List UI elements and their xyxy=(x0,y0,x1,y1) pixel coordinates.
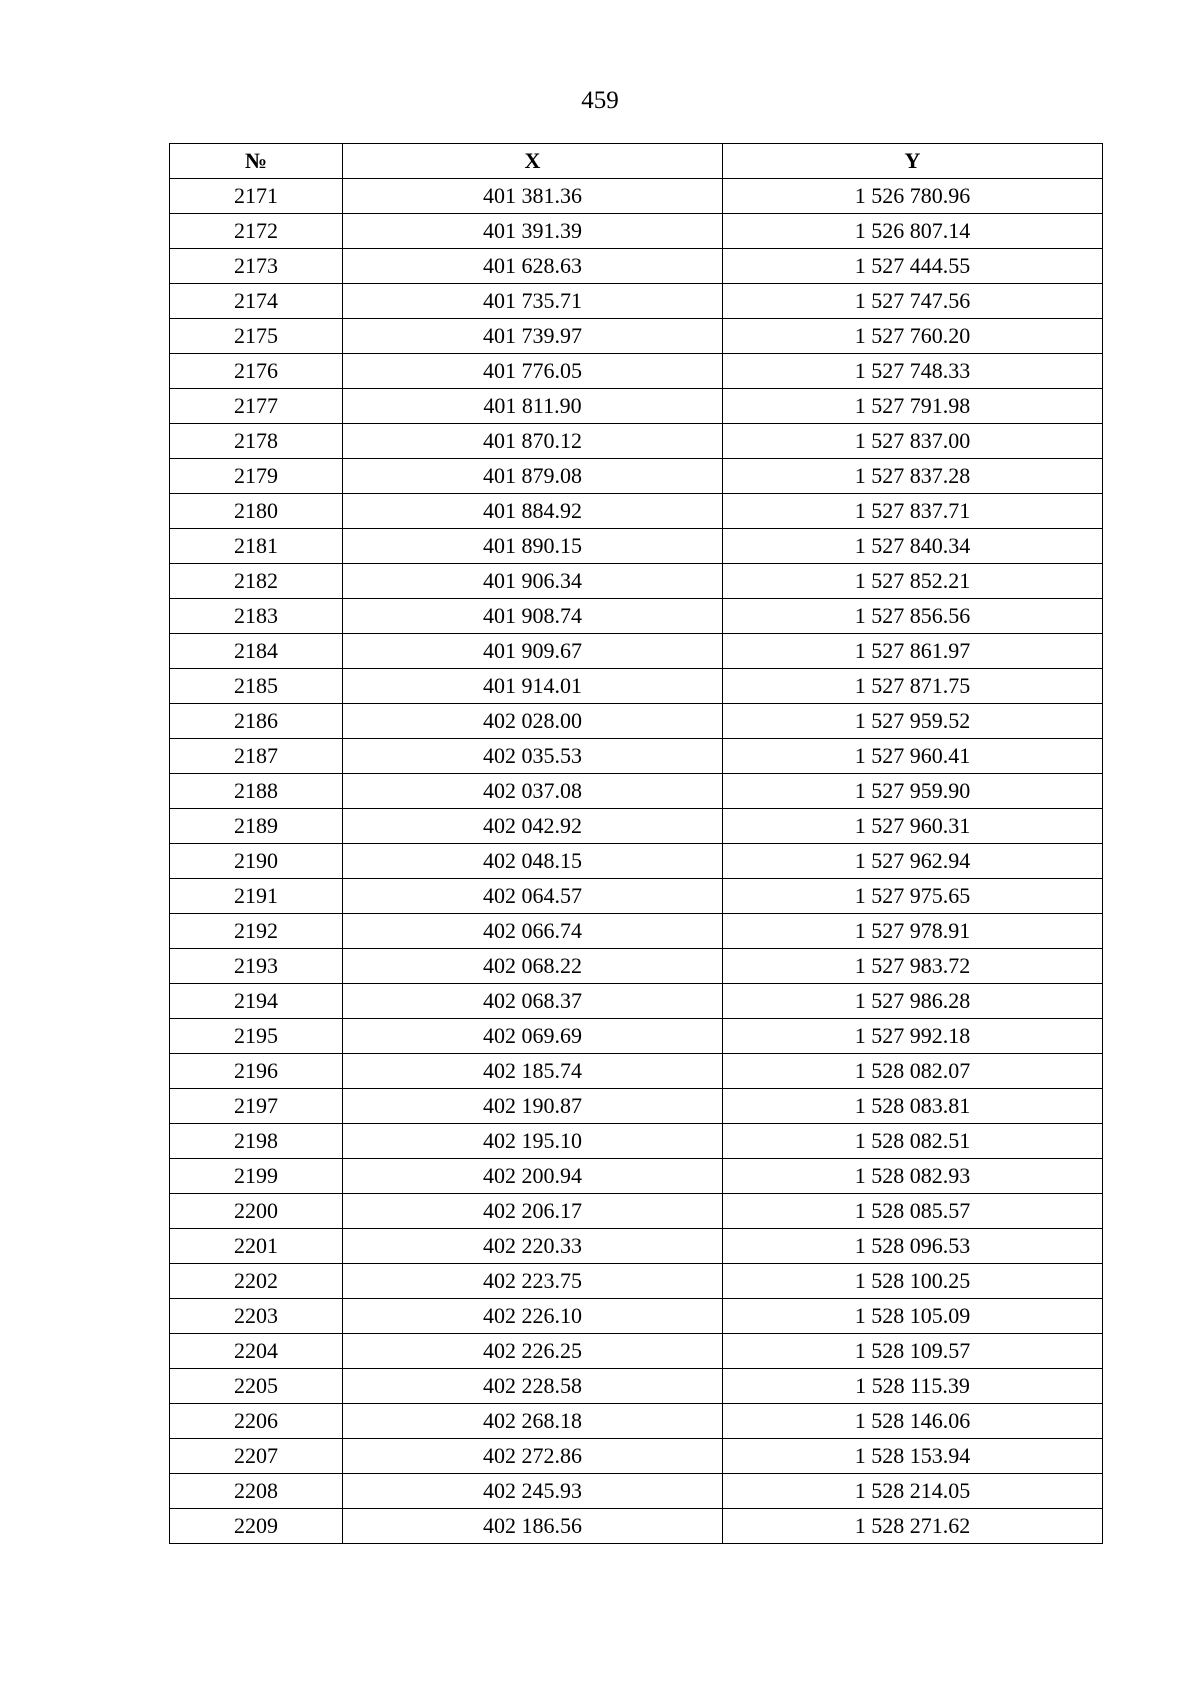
cell-number: 2194 xyxy=(170,984,343,1019)
cell-number: 2172 xyxy=(170,214,343,249)
cell-y: 1 527 748.33 xyxy=(723,354,1103,389)
cell-x: 402 245.93 xyxy=(343,1474,723,1509)
table-row xyxy=(170,634,1103,669)
cell-x: 401 909.67 xyxy=(343,634,723,669)
table-body xyxy=(170,179,1103,1544)
cell-x: 402 190.87 xyxy=(343,1089,723,1124)
cell-x: 402 223.75 xyxy=(343,1264,723,1299)
table-row xyxy=(170,984,1103,1019)
cell-number: 2189 xyxy=(170,809,343,844)
cell-x: 402 064.57 xyxy=(343,879,723,914)
cell-number: 2180 xyxy=(170,494,343,529)
cell-number: 2191 xyxy=(170,879,343,914)
table-row xyxy=(170,179,1103,214)
header-x: X xyxy=(343,144,723,179)
table-header-row xyxy=(170,144,1103,179)
cell-number: 2177 xyxy=(170,389,343,424)
cell-number: 2192 xyxy=(170,914,343,949)
cell-x: 402 220.33 xyxy=(343,1229,723,1264)
cell-x: 401 879.08 xyxy=(343,459,723,494)
cell-y: 1 528 085.57 xyxy=(723,1194,1103,1229)
cell-number: 2179 xyxy=(170,459,343,494)
cell-y: 1 527 856.56 xyxy=(723,599,1103,634)
cell-number: 2173 xyxy=(170,249,343,284)
cell-number: 2205 xyxy=(170,1369,343,1404)
cell-number: 2198 xyxy=(170,1124,343,1159)
cell-number: 2178 xyxy=(170,424,343,459)
cell-y: 1 526 807.14 xyxy=(723,214,1103,249)
cell-y: 1 527 747.56 xyxy=(723,284,1103,319)
cell-number: 2176 xyxy=(170,354,343,389)
cell-y: 1 526 780.96 xyxy=(723,179,1103,214)
table-row xyxy=(170,354,1103,389)
table-row xyxy=(170,739,1103,774)
cell-number: 2183 xyxy=(170,599,343,634)
cell-y: 1 527 959.90 xyxy=(723,774,1103,809)
cell-x: 402 068.22 xyxy=(343,949,723,984)
header-y: Y xyxy=(723,144,1103,179)
cell-y: 1 527 986.28 xyxy=(723,984,1103,1019)
cell-number: 2208 xyxy=(170,1474,343,1509)
cell-x: 402 068.37 xyxy=(343,984,723,1019)
cell-x: 401 906.34 xyxy=(343,564,723,599)
cell-x: 402 228.58 xyxy=(343,1369,723,1404)
table-row xyxy=(170,1019,1103,1054)
cell-number: 2193 xyxy=(170,949,343,984)
cell-y: 1 527 840.34 xyxy=(723,529,1103,564)
cell-x: 401 870.12 xyxy=(343,424,723,459)
cell-y: 1 527 837.28 xyxy=(723,459,1103,494)
cell-number: 2195 xyxy=(170,1019,343,1054)
cell-y: 1 527 760.20 xyxy=(723,319,1103,354)
table-row xyxy=(170,529,1103,564)
coordinates-table xyxy=(169,143,1103,1544)
table-row xyxy=(170,809,1103,844)
cell-y: 1 527 992.18 xyxy=(723,1019,1103,1054)
cell-number: 2174 xyxy=(170,284,343,319)
cell-y: 1 527 837.00 xyxy=(723,424,1103,459)
cell-y: 1 528 082.51 xyxy=(723,1124,1103,1159)
cell-number: 2207 xyxy=(170,1439,343,1474)
cell-y: 1 528 096.53 xyxy=(723,1229,1103,1264)
cell-y: 1 528 271.62 xyxy=(723,1509,1103,1544)
cell-x: 401 811.90 xyxy=(343,389,723,424)
cell-x: 401 391.39 xyxy=(343,214,723,249)
cell-x: 402 042.92 xyxy=(343,809,723,844)
cell-y: 1 527 975.65 xyxy=(723,879,1103,914)
table-row xyxy=(170,494,1103,529)
cell-y: 1 528 214.05 xyxy=(723,1474,1103,1509)
cell-number: 2186 xyxy=(170,704,343,739)
cell-y: 1 527 871.75 xyxy=(723,669,1103,704)
cell-x: 402 186.56 xyxy=(343,1509,723,1544)
cell-y: 1 527 791.98 xyxy=(723,389,1103,424)
cell-x: 401 884.92 xyxy=(343,494,723,529)
cell-y: 1 528 100.25 xyxy=(723,1264,1103,1299)
cell-number: 2196 xyxy=(170,1054,343,1089)
cell-x: 402 268.18 xyxy=(343,1404,723,1439)
table-row xyxy=(170,1124,1103,1159)
cell-number: 2199 xyxy=(170,1159,343,1194)
table-row xyxy=(170,914,1103,949)
cell-y: 1 527 983.72 xyxy=(723,949,1103,984)
cell-x: 401 776.05 xyxy=(343,354,723,389)
cell-y: 1 528 109.57 xyxy=(723,1334,1103,1369)
table-row xyxy=(170,774,1103,809)
cell-number: 2187 xyxy=(170,739,343,774)
cell-number: 2181 xyxy=(170,529,343,564)
cell-x: 401 628.63 xyxy=(343,249,723,284)
cell-number: 2203 xyxy=(170,1299,343,1334)
table-row xyxy=(170,844,1103,879)
cell-y: 1 528 146.06 xyxy=(723,1404,1103,1439)
cell-y: 1 528 082.07 xyxy=(723,1054,1103,1089)
cell-y: 1 527 978.91 xyxy=(723,914,1103,949)
cell-x: 402 048.15 xyxy=(343,844,723,879)
cell-x: 402 195.10 xyxy=(343,1124,723,1159)
cell-y: 1 528 153.94 xyxy=(723,1439,1103,1474)
cell-number: 2188 xyxy=(170,774,343,809)
cell-y: 1 528 082.93 xyxy=(723,1159,1103,1194)
cell-y: 1 528 115.39 xyxy=(723,1369,1103,1404)
table-row xyxy=(170,214,1103,249)
cell-number: 2185 xyxy=(170,669,343,704)
cell-number: 2197 xyxy=(170,1089,343,1124)
cell-x: 401 908.74 xyxy=(343,599,723,634)
cell-y: 1 527 960.31 xyxy=(723,809,1103,844)
table-row xyxy=(170,1404,1103,1439)
table-row xyxy=(170,389,1103,424)
table-row xyxy=(170,1159,1103,1194)
cell-number: 2171 xyxy=(170,179,343,214)
cell-x: 402 185.74 xyxy=(343,1054,723,1089)
header-number: № xyxy=(170,144,343,179)
cell-x: 401 381.36 xyxy=(343,179,723,214)
cell-x: 401 735.71 xyxy=(343,284,723,319)
cell-y: 1 527 444.55 xyxy=(723,249,1103,284)
table-row xyxy=(170,319,1103,354)
cell-x: 402 037.08 xyxy=(343,774,723,809)
table-row xyxy=(170,1334,1103,1369)
cell-y: 1 527 861.97 xyxy=(723,634,1103,669)
table-row xyxy=(170,599,1103,634)
cell-x: 402 200.94 xyxy=(343,1159,723,1194)
table-row xyxy=(170,669,1103,704)
table-row xyxy=(170,424,1103,459)
cell-number: 2190 xyxy=(170,844,343,879)
table-row xyxy=(170,1089,1103,1124)
table-row xyxy=(170,949,1103,984)
table-row xyxy=(170,1439,1103,1474)
cell-number: 2202 xyxy=(170,1264,343,1299)
cell-number: 2201 xyxy=(170,1229,343,1264)
cell-x: 402 206.17 xyxy=(343,1194,723,1229)
cell-number: 2184 xyxy=(170,634,343,669)
page-number: 459 xyxy=(581,87,619,114)
table-row xyxy=(170,564,1103,599)
cell-x: 401 890.15 xyxy=(343,529,723,564)
table-row xyxy=(170,1474,1103,1509)
cell-x: 402 028.00 xyxy=(343,704,723,739)
table-row xyxy=(170,1299,1103,1334)
table-row xyxy=(170,284,1103,319)
cell-number: 2182 xyxy=(170,564,343,599)
cell-y: 1 527 962.94 xyxy=(723,844,1103,879)
cell-number: 2200 xyxy=(170,1194,343,1229)
table-row xyxy=(170,1229,1103,1264)
table-row xyxy=(170,1264,1103,1299)
cell-y: 1 528 105.09 xyxy=(723,1299,1103,1334)
cell-y: 1 527 959.52 xyxy=(723,704,1103,739)
cell-x: 402 226.10 xyxy=(343,1299,723,1334)
cell-y: 1 527 960.41 xyxy=(723,739,1103,774)
cell-x: 401 914.01 xyxy=(343,669,723,704)
cell-x: 401 739.97 xyxy=(343,319,723,354)
table-row xyxy=(170,1509,1103,1544)
table-row xyxy=(170,1369,1103,1404)
cell-x: 402 226.25 xyxy=(343,1334,723,1369)
cell-x: 402 066.74 xyxy=(343,914,723,949)
cell-number: 2175 xyxy=(170,319,343,354)
cell-number: 2204 xyxy=(170,1334,343,1369)
table-row xyxy=(170,704,1103,739)
table-row xyxy=(170,1194,1103,1229)
table-row xyxy=(170,879,1103,914)
cell-y: 1 527 852.21 xyxy=(723,564,1103,599)
table-row xyxy=(170,459,1103,494)
cell-y: 1 527 837.71 xyxy=(723,494,1103,529)
table-row xyxy=(170,1054,1103,1089)
cell-x: 402 272.86 xyxy=(343,1439,723,1474)
cell-x: 402 069.69 xyxy=(343,1019,723,1054)
cell-x: 402 035.53 xyxy=(343,739,723,774)
cell-number: 2206 xyxy=(170,1404,343,1439)
cell-number: 2209 xyxy=(170,1509,343,1544)
table-row xyxy=(170,249,1103,284)
cell-y: 1 528 083.81 xyxy=(723,1089,1103,1124)
